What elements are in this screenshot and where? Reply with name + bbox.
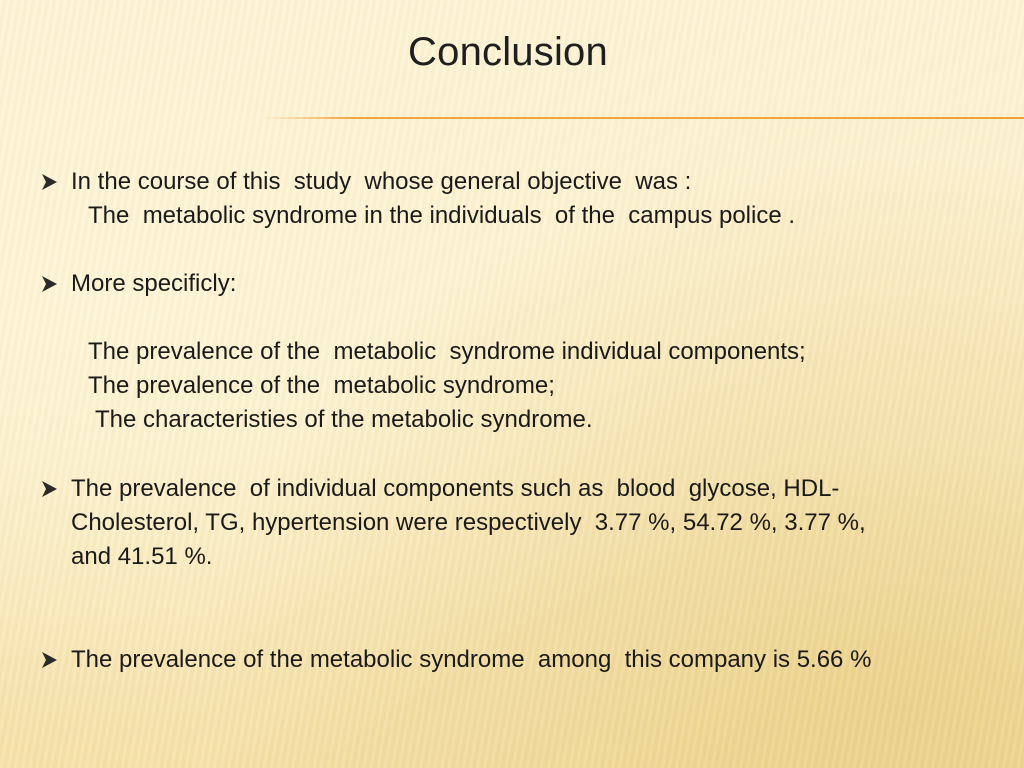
- slide-title: Conclusion: [408, 30, 608, 74]
- bullet-2-line-3: The prevalence of the metabolic syndrome;: [88, 372, 555, 399]
- arrowhead-bullet-icon: [40, 643, 60, 677]
- bullet-3-line-3: and 41.51 %.: [71, 543, 213, 570]
- bullet-2-line-2: The prevalence of the metabolic syndrome individual components;: [88, 338, 806, 365]
- bullet-4-line-1: The prevalence of the metabolic syndrome among this company is 5.66 %: [71, 646, 872, 673]
- arrowhead-bullet-icon: [40, 267, 60, 301]
- bullet-2-line-1: More specificly:: [71, 270, 237, 297]
- bullet-1-line-1: In the course of this study whose general objective was :: [71, 168, 692, 195]
- arrowhead-bullet-icon: [40, 165, 60, 199]
- bullet-3-line-1: The prevalence of individual components such as blood glycose, HDL-: [71, 475, 840, 502]
- bullet-1-line-2: The metabolic syndrome in the individuals of the campus police .: [88, 202, 796, 229]
- title-divider: [262, 117, 1024, 119]
- bullet-3-line-2: Cholesterol, TG, hypertension were respectively 3.77 %, 54.72 %, 3.77 %,: [71, 509, 866, 536]
- arrowhead-bullet-icon: [40, 472, 60, 506]
- bullet-2-line-4: The characteristies of the metabolic syndrome.: [95, 406, 593, 433]
